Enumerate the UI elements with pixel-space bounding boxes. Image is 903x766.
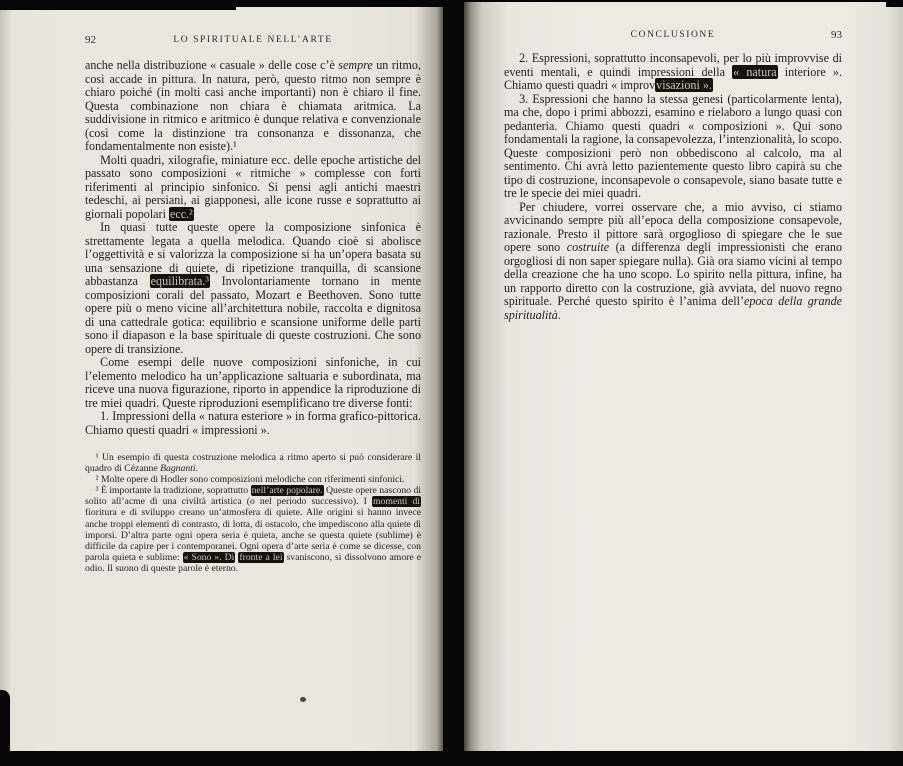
- scan-artifact: equilibrata.³: [150, 274, 210, 288]
- paragraph: anche nella distribuzione « casuale » delle cose c’è sempre un ritmo, così accade in pittura. In natura, però, questo ritmo non sempre è chiaro poiché (in molti casi anche importanti) non è chiaro il fine. Questa combinazione non chiara è chiamata aritmica. La suddivisione in ritmico e aritmico è dunque relativa e convenzionale (così come la distinzione tra consonanza e dissonanza, che fondamentalmente non esiste).¹: [85, 58, 421, 153]
- left-running-head: [85, 35, 421, 49]
- paragraph: ³ È importante la tradizione, soprattutto nell’arte popolare. Queste opere nascono di solito all’acme di una civiltà artistica (o nel periodo successivo). I momenti di fioritura e di sviluppo creano un’atmosfera di quiete. Alle origini si hanno invece anche troppi elementi di contrasto, di lotta, di ostacolo, che impediscono alla quiete di imporsi. D’altra parte ogni opera seria è quieta, anche se questa quiete (sublime) è difficile da capire per i contemporanei. Ogni opera d’arte seria è come se dicesse, con parola quieta e sublime: « Sono ». Di fronte a lei svaniscono, si dissolvono amore e odio. Il suono di queste parole è eterno.: [85, 485, 421, 574]
- scan-artifact: « natura: [733, 64, 777, 79]
- paragraph: ² Molte opere di Hodler sono composizioni melodiche con riferimenti sinfonici.: [95, 474, 405, 486]
- paragraph: In quasi tutte queste opere la composizione sinfonica è strettamente legata a quella melodica. Quando cioè si abolisce l’oggettività e si valorizza la composizione si ha un’opera basata su una sensazione di quiete, di ripetizione tranquilla, di scansione abbastanza equilibrata.³ Involontariamente tornano in mente composizioni corali del passato, Mozart e Beethoven. Sono tutte opere più o meno vicine all’architettura nobile, raccolta e dignitosa di una cattedrale gotica: equilibrio e scansione uniforme delle parti sono il diapason e la base spirituale di queste costruzioni. Che sono opere di transizione.: [85, 220, 421, 356]
- scan-artifact: visazioni ».: [656, 78, 712, 92]
- scan-edge-bottom-left: [0, 690, 10, 752]
- left-page-footnotes: [85, 452, 421, 574]
- right-text-column: [504, 52, 842, 322]
- paragraph: ¹ Un esempio di questa costruzione melodica a ritmo aperto si può considerare il quadro di Cézanne Bagnanti.: [85, 452, 421, 475]
- right-running-head: [504, 30, 842, 44]
- left-page: [0, 7, 443, 751]
- paragraph: 2. Espressioni, soprattutto inconsapevoli, per lo più improvvise di eventi mentali, e quindi impressioni della « natura interiore ». Chiamo questi quadri « improvvisazioni ».: [504, 51, 842, 92]
- paragraph: Come esempi delle nuove composizioni sinfoniche, in cui l’elemento melodico ha un’applicazione saltuaria e subordinata, ma riceve una nuova figurazione, riporto in appendice la riproduzione di tre miei quadri. Queste riproduzioni esemplificano tre diverse fonti:: [85, 355, 421, 410]
- right-page-body: [504, 52, 842, 322]
- left-page-body: [85, 59, 421, 437]
- scan-edge-top-right: [886, 0, 903, 7]
- right-page: [464, 2, 903, 751]
- paragraph: 3. Espressioni che hanno la stessa genesi (particolarmente lenta), ma che, dopo i primi abbozzi, esamino e rielaboro a lungo quasi con pedanteria. Chiamo questi quadri « composizioni ». Qui sono fondamentali la ragione, la consapevolezza, l’intenzionalità, lo scopo. Queste composizioni però non obbediscono al calcolo, ma al sentimento. Chi avrà letto pazientemente questo libro capirà su che tipo di costruzione, inconsapevole o consapevole, siano basate tutte e tre le specie dei miei quadri.: [504, 91, 842, 200]
- scan-edge-top-left: [0, 0, 236, 10]
- paragraph: 1. Impressioni della « natura esteriore » in forma grafico-pittorica. Chiamo questi quadri « impressioni ».: [85, 409, 421, 437]
- scan-artifact: fronte a lei: [239, 551, 283, 563]
- right-page-number: 93: [831, 29, 842, 41]
- paragraph: Per chiudere, vorrei osservare che, a mio avviso, ci stiamo avvicinando sempre più all’epoca della composizione consapevole, razionale. Presto il pittore sarà orgoglioso di spiegare che le sue opere sono costruite (a differenza degli impressionisti che erano orgogliosi di non saper spiegare nulla). Già ora siamo vicini al tempo della creazione che ha uno scopo. Lo spirito nella pittura, infine, ha un rapporto diretto con la costruzione, già avviata, del nuovo regno spirituale. Perché questo spirito è l’anima dell’epoca della grande spiritualità.: [504, 199, 842, 322]
- left-header-title: LO SPIRITUALE NELL’ARTE: [173, 35, 333, 45]
- scan-artifact: « Sono ». Di: [183, 551, 235, 563]
- scan-artifact: momenti di: [372, 496, 420, 508]
- scan-artifact: nell’arte popolare.: [251, 485, 323, 497]
- paragraph: Molti quadri, xilografie, miniature ecc. delle epoche artistiche del passato sono composizioni « ritmiche » complesse con forti riferimenti al principio sinfonico. Si pensi agli antichi maestri tedeschi, ai persiani, ai giapponesi, alle icone russe e soprattutto ai giornali popolari ecc.²: [85, 152, 421, 221]
- left-page-number: 92: [85, 34, 96, 46]
- left-text-column: [85, 59, 421, 574]
- scan-artifact: ecc.²: [169, 206, 193, 221]
- right-header-title: CONCLUSIONE: [630, 30, 716, 40]
- scan-smudge: [300, 697, 306, 702]
